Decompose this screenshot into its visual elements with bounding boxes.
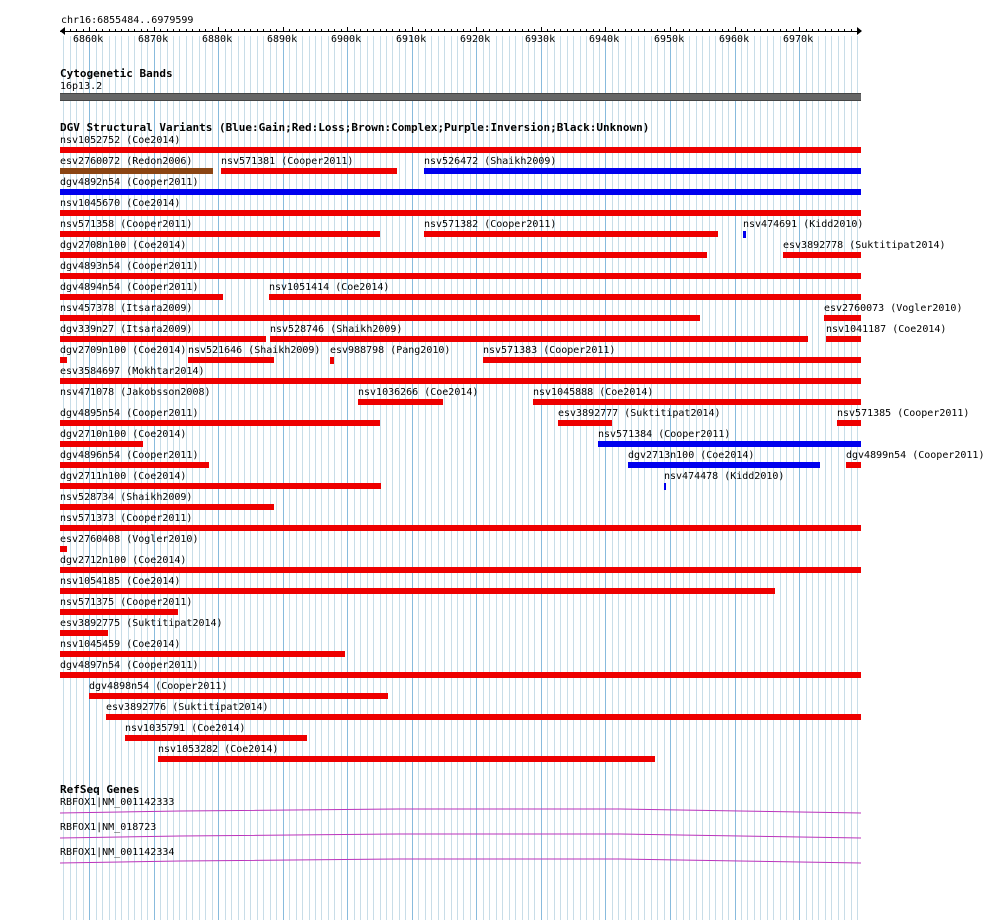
ruler-minor-tick [676,29,677,32]
ruler-minor-tick [438,29,439,32]
ruler-minor-tick [780,29,781,32]
ruler-minor-tick [134,29,135,32]
ruler-major-tick [605,27,606,32]
ruler-minor-tick [425,29,426,32]
dgv-feature-bar[interactable] [125,735,307,741]
ruler-minor-tick [463,29,464,32]
ruler-minor-tick [715,29,716,32]
dgv-feature-label[interactable]: dgv4895n54 (Cooper2011) [60,408,199,419]
ruler-minor-tick [683,29,684,32]
dgv-feature-bar[interactable] [60,147,861,153]
dgv-feature-bar[interactable] [106,714,861,720]
dgv-feature-label[interactable]: dgv4899n54 (Cooper2011) [846,450,984,461]
dgv-feature-bar[interactable] [826,336,861,342]
ruler-minor-tick [599,29,600,32]
ruler-tick-label: 6920k [460,34,491,45]
cytoband-bar[interactable] [60,93,861,101]
dgv-feature-label[interactable]: esv2760072 (Redon2006) [60,156,193,167]
ruler-minor-tick [515,29,516,32]
dgv-feature-bar[interactable] [837,420,861,426]
dgv-feature-label[interactable]: nsv571373 (Cooper2011) [60,513,193,524]
dgv-feature-label[interactable]: nsv571384 (Cooper2011) [598,429,731,440]
dgv-feature-bar[interactable] [270,336,808,342]
ruler-minor-tick [270,29,271,32]
ruler-minor-tick [560,29,561,32]
dgv-feature-bar[interactable] [483,357,861,363]
ruler-minor-tick [489,29,490,32]
dgv-feature-label[interactable]: esv3892778 (Suktitipat2014) [783,240,946,251]
dgv-feature-label[interactable]: dgv4898n54 (Cooper2011) [89,681,228,692]
dgv-feature-label[interactable]: nsv1045888 (Coe2014) [533,387,654,398]
ruler-minor-tick [825,29,826,32]
ruler-minor-tick [470,29,471,32]
ruler-minor-tick [315,29,316,32]
ruler-minor-tick [179,29,180,32]
dgv-feature-label[interactable]: dgv4894n54 (Cooper2011) [60,282,199,293]
ruler-minor-tick [244,29,245,32]
dgv-feature-label[interactable]: dgv4892n54 (Cooper2011) [60,177,199,188]
dgv-feature-bar[interactable] [89,693,388,699]
dgv-feature-label[interactable]: nsv1036266 (Coe2014) [358,387,479,398]
ruler-minor-tick [141,29,142,32]
ruler-minor-tick [212,29,213,32]
dgv-feature-bar[interactable] [60,252,707,258]
ruler-minor-tick [225,29,226,32]
dgv-feature-label[interactable]: nsv571385 (Cooper2011) [837,408,970,419]
dgv-feature-label[interactable]: nsv528734 (Shaikh2009) [60,492,193,503]
ruler-minor-tick [173,29,174,32]
ruler-minor-tick [844,29,845,32]
ruler-minor-tick [392,29,393,32]
ruler-minor-tick [96,29,97,32]
refseq-gene-model[interactable] [60,832,862,840]
dgv-feature-bar[interactable] [60,609,178,615]
refseq-gene-line [60,809,861,813]
dgv-feature-bar[interactable] [424,168,861,174]
ruler-minor-tick [496,29,497,32]
ruler-minor-tick [328,29,329,32]
ruler-minor-tick [354,29,355,32]
dgv-feature-label[interactable]: dgv4896n54 (Cooper2011) [60,450,199,461]
ruler-tick-label: 6940k [589,34,620,45]
dgv-feature-bar[interactable] [60,504,274,510]
ruler-tick-label: 6860k [73,34,104,45]
ruler-minor-tick [360,29,361,32]
dgv-feature-bar[interactable] [60,231,380,237]
ruler-minor-tick [341,29,342,32]
ruler-minor-tick [838,29,839,32]
ruler-minor-tick [586,29,587,32]
ruler-major-tick [670,27,671,32]
dgv-feature-label[interactable]: dgv339n27 (Itsara2009) [60,324,193,335]
ruler-minor-tick [115,29,116,32]
ruler-minor-tick [593,29,594,32]
dgv-feature-label[interactable]: nsv1035791 (Coe2014) [125,723,246,734]
ruler-minor-tick [367,29,368,32]
ruler-minor-tick [625,29,626,32]
dgv-feature-label[interactable]: nsv1052752 (Coe2014) [60,135,181,146]
dgv-feature-bar[interactable] [664,483,666,490]
ruler-major-tick [283,27,284,32]
ruler-minor-tick [554,29,555,32]
dgv-feature-label[interactable]: nsv571382 (Cooper2011) [424,219,557,230]
dgv-feature-label[interactable]: dgv2710n100 (Coe2014) [60,429,187,440]
ruler-tick-label: 6930k [525,34,556,45]
dgv-feature-bar[interactable] [424,231,718,237]
dgv-feature-label[interactable]: nsv1041187 (Coe2014) [826,324,947,335]
dgv-feature-label[interactable]: dgv2709n100 (Coe2014) [60,345,187,356]
ruler-major-tick [154,27,155,32]
dgv-feature-bar[interactable] [330,357,334,364]
dgv-feature-bar[interactable] [221,168,397,174]
dgv-feature-bar[interactable] [824,315,861,321]
dgv-feature-label[interactable]: nsv571381 (Cooper2011) [221,156,354,167]
ruler-minor-tick [386,29,387,32]
dgv-feature-label[interactable]: nsv1045459 (Coe2014) [60,639,181,650]
ruler-minor-tick [657,29,658,32]
dgv-track-title[interactable]: DGV Structural Variants (Blue:Gain;Red:Loss;Brown:Complex;Purple:Inversion;Black:Unknown) [60,121,650,134]
ruler-minor-tick [321,29,322,32]
dgv-feature-label[interactable]: nsv528746 (Shaikh2009) [270,324,403,335]
ruler-minor-tick [851,29,852,32]
ruler-minor-tick [831,29,832,32]
ruler-minor-tick [457,29,458,32]
dgv-feature-label[interactable]: dgv4893n54 (Cooper2011) [60,261,199,272]
ruler-minor-tick [121,29,122,32]
dgv-feature-bar[interactable] [60,336,266,342]
dgv-feature-bar[interactable] [783,252,861,258]
ruler-minor-tick [109,29,110,32]
dgv-feature-bar[interactable] [60,546,67,552]
dgv-feature-bar[interactable] [60,441,143,447]
ruler-minor-tick [167,29,168,32]
ruler-minor-tick [380,29,381,32]
ruler-tick-label: 6970k [783,34,814,45]
ruler-minor-tick [483,29,484,32]
ruler-major-tick [347,27,348,32]
dgv-feature-label[interactable]: nsv1054185 (Coe2014) [60,576,181,587]
dgv-feature-label[interactable]: dgv2711n100 (Coe2014) [60,471,187,482]
dgv-feature-label[interactable]: dgv4897n54 (Cooper2011) [60,660,199,671]
ruler-major-tick [735,27,736,32]
dgv-feature-label[interactable]: nsv571383 (Cooper2011) [483,345,616,356]
region-label: chr16:6855484..6979599 [61,15,194,26]
ruler-minor-tick [812,29,813,32]
refseq-gene-model[interactable] [60,857,862,865]
ruler-tick-label: 6900k [331,34,362,45]
dgv-feature-bar[interactable] [533,399,861,405]
ruler-minor-tick [70,29,71,32]
ruler-minor-tick [580,29,581,32]
dgv-feature-label[interactable]: nsv457378 (Itsara2009) [60,303,193,314]
ruler-minor-tick [612,29,613,32]
dgv-feature-bar[interactable] [60,315,700,321]
dgv-feature-label[interactable]: esv2760073 (Vogler2010) [824,303,963,314]
ruler-minor-tick [664,29,665,32]
ruler-tick-label: 6880k [202,34,233,45]
dgv-feature-bar[interactable] [60,525,861,531]
ruler-minor-tick [741,29,742,32]
dgv-feature-label[interactable]: nsv526472 (Shaikh2009) [424,156,557,167]
ruler-minor-tick [102,29,103,32]
dgv-feature-label[interactable]: esv3892776 (Suktitipat2014) [106,702,269,713]
dgv-feature-label[interactable]: nsv1045670 (Coe2014) [60,198,181,209]
refseq-gene-label[interactable]: RBFOX1|NM_001142334 [60,847,175,858]
ruler-minor-tick [405,29,406,32]
dgv-feature-bar[interactable] [60,483,381,489]
ruler-minor-tick [83,29,84,32]
refseq-track-title[interactable]: RefSeq Genes [60,783,140,796]
ruler-minor-tick [786,29,787,32]
ruler-minor-tick [728,29,729,32]
ruler-minor-tick [257,29,258,32]
dgv-feature-label[interactable]: esv3892775 (Suktitipat2014) [60,618,223,629]
dgv-feature-bar[interactable] [628,462,820,468]
ruler-minor-tick [702,29,703,32]
ruler-minor-tick [651,29,652,32]
dgv-feature-label[interactable]: nsv571375 (Cooper2011) [60,597,193,608]
ruler-minor-tick [128,29,129,32]
dgv-feature-bar[interactable] [269,294,861,300]
ruler-minor-tick [186,29,187,32]
ruler-minor-tick [444,29,445,32]
ruler-minor-tick [231,29,232,32]
dgv-feature-bar[interactable] [358,399,443,405]
ruler-minor-tick [431,29,432,32]
ruler-minor-tick [250,29,251,32]
ruler-tick-label: 6870k [138,34,169,45]
ruler-minor-tick [754,29,755,32]
dgv-feature-bar[interactable] [60,588,775,594]
refseq-gene-model[interactable] [60,807,862,815]
ruler-minor-tick [760,29,761,32]
ruler-major-tick [541,27,542,32]
ruler-minor-tick [573,29,574,32]
dgv-feature-label[interactable]: esv988798 (Pang2010) [330,345,451,356]
ruler-minor-tick [767,29,768,32]
dgv-feature-label[interactable]: nsv471078 (Jakobsson2008) [60,387,211,398]
dgv-feature-label[interactable]: dgv2708n100 (Coe2014) [60,240,187,251]
dgv-feature-bar[interactable] [60,294,223,300]
dgv-feature-bar[interactable] [60,168,213,174]
dgv-feature-label[interactable]: nsv474691 (Kidd2010) [743,219,864,230]
dgv-feature-label[interactable]: esv2760408 (Vogler2010) [60,534,199,545]
ruler-minor-tick [528,29,529,32]
dgv-feature-bar[interactable] [598,441,861,447]
refseq-gene-label[interactable]: RBFOX1|NM_001142333 [60,797,175,808]
ruler-minor-tick [276,29,277,32]
ruler-minor-tick [709,29,710,32]
dgv-feature-bar[interactable] [60,357,67,363]
ruler-minor-tick [644,29,645,32]
ruler-minor-tick [238,29,239,32]
ruler-minor-tick [296,29,297,32]
dgv-feature-bar[interactable] [60,651,345,657]
refseq-gene-line [60,834,861,838]
dgv-feature-bar[interactable] [846,462,861,468]
dgv-feature-bar[interactable] [60,672,861,678]
dgv-feature-bar[interactable] [558,420,612,426]
ruler-minor-tick [502,29,503,32]
ruler-minor-tick [147,29,148,32]
refseq-gene-line [60,859,861,863]
ruler-minor-tick [631,29,632,32]
dgv-feature-bar[interactable] [60,273,861,279]
ruler-major-tick [412,27,413,32]
ruler-minor-tick [806,29,807,32]
refseq-gene-label[interactable]: RBFOX1|NM_018723 [60,822,157,833]
dgv-feature-bar[interactable] [743,231,746,238]
dgv-feature-bar[interactable] [60,378,861,384]
ruler-minor-tick [76,29,77,32]
dgv-feature-label[interactable]: esv3892777 (Suktitipat2014) [558,408,721,419]
dgv-feature-bar[interactable] [60,630,108,636]
dgv-feature-bar[interactable] [158,756,655,762]
ruler-minor-tick [793,29,794,32]
ruler-minor-tick [818,29,819,32]
dgv-feature-bar[interactable] [60,462,209,468]
dgv-feature-label[interactable]: nsv521646 (Shaikh2009) [188,345,321,356]
cytoband-label: 16p13.2 [60,81,103,92]
ruler-minor-tick [289,29,290,32]
ruler-minor-tick [334,29,335,32]
ruler-minor-tick [509,29,510,32]
dgv-feature-label[interactable]: nsv1053282 (Coe2014) [158,744,279,755]
dgv-feature-bar[interactable] [60,567,861,573]
dgv-feature-label[interactable]: dgv2712n100 (Coe2014) [60,555,187,566]
ruler-major-tick [799,27,800,32]
ruler-major-tick [218,27,219,32]
ruler-minor-tick [567,29,568,32]
cytoband-track-title[interactable]: Cytogenetic Bands [60,67,173,80]
ruler-minor-tick [160,29,161,32]
dgv-feature-label[interactable]: nsv474478 (Kidd2010) [664,471,785,482]
ruler-minor-tick [618,29,619,32]
ruler-major-tick [89,27,90,32]
ruler-minor-tick [399,29,400,32]
ruler-minor-tick [418,29,419,32]
ruler-minor-tick [689,29,690,32]
ruler-major-tick [476,27,477,32]
dgv-feature-label[interactable]: nsv571358 (Cooper2011) [60,219,193,230]
ruler-tick-label: 6910k [396,34,427,45]
dgv-feature-label[interactable]: esv3584697 (Mokhtar2014) [60,366,205,377]
ruler-minor-tick [192,29,193,32]
ruler-minor-tick [373,29,374,32]
ruler-tick-label: 6950k [654,34,685,45]
dgv-feature-bar[interactable] [60,420,380,426]
ruler-minor-tick [773,29,774,32]
ruler-minor-tick [696,29,697,32]
ruler-minor-tick [199,29,200,32]
dgv-feature-bar[interactable] [60,210,861,216]
ruler-minor-tick [534,29,535,32]
ruler-minor-tick [263,29,264,32]
ruler-minor-tick [722,29,723,32]
dgv-feature-bar[interactable] [60,189,861,195]
ruler-minor-tick [638,29,639,32]
ruler-minor-tick [309,29,310,32]
dgv-feature-label[interactable]: dgv2713n100 (Coe2014) [628,450,755,461]
ruler-tick-label: 6960k [719,34,750,45]
ruler-minor-tick [302,29,303,32]
dgv-feature-label[interactable]: nsv1051414 (Coe2014) [269,282,390,293]
ruler-tick-label: 6890k [267,34,298,45]
ruler-minor-tick [857,29,858,32]
ruler-minor-tick [451,29,452,32]
ruler-minor-tick [63,29,64,32]
dgv-feature-bar[interactable] [188,357,274,363]
ruler-minor-tick [522,29,523,32]
ruler-minor-tick [205,29,206,32]
ruler-minor-tick [747,29,748,32]
ruler-minor-tick [547,29,548,32]
